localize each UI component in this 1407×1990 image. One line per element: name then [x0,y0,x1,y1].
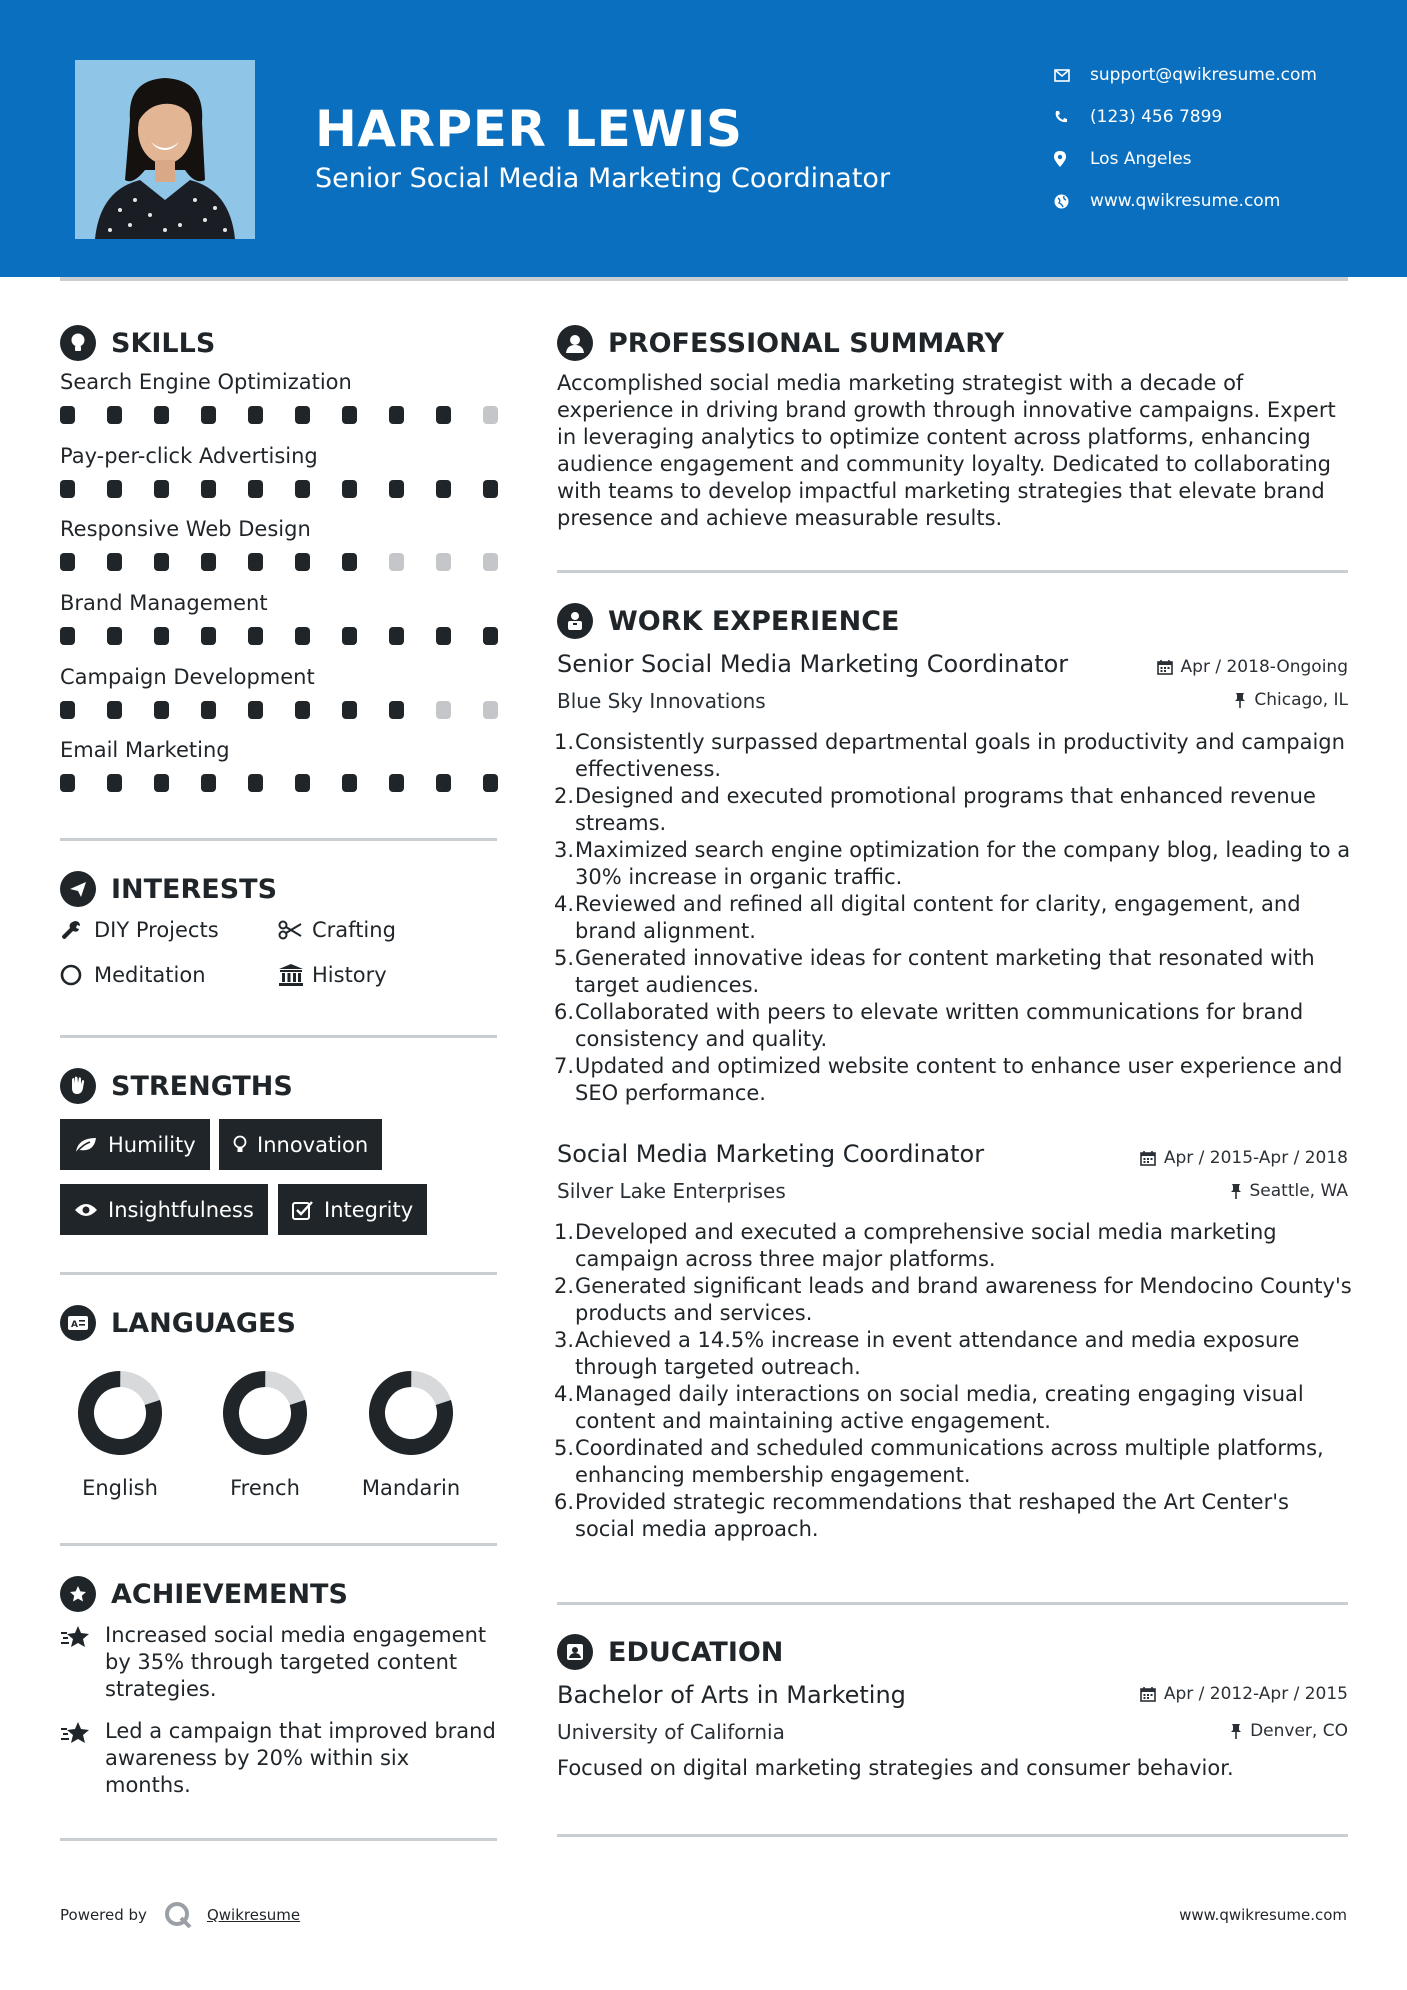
institution-icon [278,963,312,987]
circle-icon [60,964,94,986]
rating-dot-filled [201,553,216,571]
rating-dot-filled [295,627,310,645]
skill-rating [60,701,530,719]
job-title: Social Media Marketing Coordinator [557,1140,985,1168]
candidate-name: HARPER LEWIS [315,100,743,158]
interest-label: DIY Projects [94,918,219,942]
rating-dot-empty [483,553,498,571]
strength-tag [219,1119,382,1170]
language-gauge [366,1368,456,1458]
job-location: Seattle, WA [1230,1181,1349,1201]
job-duties [554,1219,1352,1543]
section-divider [60,838,497,841]
map-marker-icon [1054,151,1090,167]
rating-dot-filled [154,480,169,498]
rating-dot-filled [248,480,263,498]
pushpin-icon [1234,692,1246,708]
section-divider [557,570,1348,573]
duty-item: 3. Achieved a 14.5% increase in event attendance and media exposure through targeted outreach. [554,1328,1300,1379]
skill-name: Email Marketing [60,738,230,762]
duty-item: 1. Developed and executed a comprehensive social media marketing campaign across three major platforms. [554,1220,1277,1271]
rating-dot-filled [248,406,263,424]
rating-dot-filled [201,701,216,719]
strength-tag [60,1119,210,1170]
skill-name: Responsive Web Design [60,517,311,541]
language-item [195,1368,335,1500]
rating-dot-filled [342,406,357,424]
leaf-icon [74,1136,98,1154]
duty-item: 5. Generated innovative ideas for content marketing that resonated with target audiences. [554,946,1315,997]
skill-name: Search Engine Optimization [60,370,352,394]
language-label: French [230,1476,300,1500]
rating-dot-filled [154,553,169,571]
interest-label: Meditation [94,963,206,987]
strength-label: Humility [108,1132,196,1157]
rating-dot-filled [60,627,75,645]
lightbulb-icon [60,325,96,361]
skill-rating [60,774,530,792]
skill-name: Pay-per-click Advertising [60,444,318,468]
rating-dot-filled [436,480,451,498]
strengths-heading: STRENGTHS [60,1068,293,1104]
rating-dot-filled [389,406,404,424]
summary-section [557,325,1004,361]
rating-dot-filled [295,774,310,792]
powered-by-text: Powered by [60,1906,147,1924]
calendar-icon [1140,1150,1156,1166]
user-icon [557,325,593,361]
rating-dot-filled [60,774,75,792]
language-label: Mandarin [361,1476,461,1500]
rating-dot-filled [483,480,498,498]
language-item [50,1368,190,1500]
skill-item [60,444,530,498]
achievements-section [60,1576,348,1612]
contact-location [1054,138,1317,180]
gauge-fill [77,1370,163,1456]
wrench-icon [60,919,94,941]
skill-name: Brand Management [60,591,268,615]
skill-rating [60,480,530,498]
rating-dot-filled [201,627,216,645]
rating-dot-filled [436,406,451,424]
strength-tag [278,1184,427,1235]
skill-item [60,370,530,424]
job-duties [554,729,1352,1107]
interest-item [278,963,387,987]
gauge-fill [368,1370,454,1456]
rating-dot-filled [342,627,357,645]
contact-phone-text: (123) 456 7899 [1090,107,1223,127]
section-divider [60,1272,497,1275]
rating-dot-filled [389,627,404,645]
achievement-text: Increased social media engagement by 35% through targeted content strategies. [105,1623,487,1701]
contact-list [1054,54,1317,222]
rating-dot-empty [436,701,451,719]
duty-item: 6. Collaborated with peers to elevate written communications for brand consistency and quality. [554,1000,1304,1051]
rating-dot-filled [107,627,122,645]
scissors-icon [278,920,312,940]
rating-dot-filled [201,774,216,792]
language-gauge [75,1368,165,1458]
rating-dot-filled [295,480,310,498]
education-section [557,1634,783,1670]
hand-icon [60,1068,96,1104]
duty-item: 5. Coordinated and scheduled communications across multiple platforms, enhancing membership engagement. [554,1436,1324,1487]
rating-dot-filled [389,480,404,498]
candidate-title: Senior Social Media Marketing Coordinator [315,163,891,194]
interests-section [60,871,277,907]
company-name: Blue Sky Innovations [557,689,766,713]
rating-dot-filled [107,774,122,792]
lightbulb-icon [233,1135,247,1155]
job-dates: Apr / 2018-Ongoing [1157,657,1348,677]
rating-dot-filled [107,480,122,498]
gauge-fill [222,1370,308,1456]
star-icon [60,1622,105,1703]
contact-email-text: support@qwikresume.com [1090,65,1317,85]
pushpin-icon [1230,1183,1242,1199]
qwikresume-logo-icon [163,1900,193,1930]
interest-item [60,918,219,942]
rating-dot-empty [483,701,498,719]
rating-dot-filled [154,774,169,792]
rating-dot-filled [107,701,122,719]
company-name: Silver Lake Enterprises [557,1179,786,1203]
skill-rating [60,553,530,571]
rating-dot-filled [295,553,310,571]
rating-dot-empty [436,553,451,571]
footer-website-link[interactable]: www.qwikresume.com [1179,1906,1347,1924]
job-location: Chicago, IL [1234,690,1348,710]
strengths-section [60,1068,293,1104]
rating-dot-filled [389,701,404,719]
section-divider [60,1543,497,1546]
rating-dot-filled [201,480,216,498]
rating-dot-filled [436,627,451,645]
duty-item: 4. Managed daily interactions on social media, creating engaging visual content and maintaining active engagement. [554,1382,1304,1433]
achievement-text: Led a campaign that improved brand awareness by 20% within six months. [105,1719,496,1797]
profile-photo [75,60,255,239]
rating-dot-filled [483,774,498,792]
interests-heading: INTERESTS [60,871,277,907]
duty-item: 6. Provided strategic recommendations that reshaped the Art Center's social media approach. [554,1490,1289,1541]
education-description: Focused on digital marketing strategies and consumer behavior. [557,1756,1234,1780]
achievements-heading: ACHIEVEMENTS [60,1576,348,1612]
rating-dot-filled [248,627,263,645]
rating-dot-filled [295,701,310,719]
strength-label: Integrity [324,1197,414,1222]
duty-item: 2. Generated significant leads and brand awareness for Mendocino County's products and services. [554,1274,1352,1325]
skills-heading: SKILLS [60,325,215,361]
interest-item [278,918,396,942]
education-heading: EDUCATION [557,1634,783,1670]
interest-label: Crafting [312,918,396,942]
skill-item [60,591,530,645]
globe-icon [1054,194,1090,209]
briefcase-user-icon [557,603,593,639]
rating-dot-filled [248,701,263,719]
duty-item: 7. Updated and optimized website content to enhance user experience and SEO performance. [554,1054,1343,1105]
envelope-icon [1054,69,1090,82]
rating-dot-filled [342,701,357,719]
skill-name: Campaign Development [60,665,315,689]
rating-dot-empty [483,406,498,424]
contact-website[interactable] [1054,180,1317,222]
experience-heading: WORK EXPERIENCE [557,603,899,639]
rating-dot-filled [342,553,357,571]
qwikresume-link[interactable]: Qwikresume [206,1906,301,1924]
graduation-icon [557,1634,593,1670]
star-icon [60,1718,105,1799]
language-icon [60,1305,96,1341]
contact-location-text: Los Angeles [1090,149,1192,169]
experience-section [557,603,899,639]
pushpin-icon [1230,1723,1242,1739]
education-location: Denver, CO [1230,1721,1348,1741]
rating-dot-filled [248,553,263,571]
job-dates: Apr / 2015-Apr / 2018 [1140,1148,1348,1168]
calendar-icon [1140,1686,1156,1702]
language-label: English [82,1476,158,1500]
resume-header [0,0,1407,277]
contact-email[interactable] [1054,54,1317,96]
school-name: University of California [557,1720,785,1744]
summary-heading: PROFESSIONAL SUMMARY [557,325,1004,361]
rating-dot-filled [107,553,122,571]
rating-dot-filled [342,774,357,792]
languages-heading: A LANGUAGES [60,1305,296,1341]
rating-dot-filled [389,774,404,792]
eye-icon [74,1202,98,1218]
contact-phone[interactable] [1054,96,1317,138]
phone-icon [1054,110,1090,124]
rating-dot-filled [295,406,310,424]
language-gauge [220,1368,310,1458]
skills-section [60,325,215,361]
rating-dot-filled [154,701,169,719]
duty-item: 3. Maximized search engine optimization for the company blog, leading to a 30% increase in organic traffic. [554,838,1351,889]
rating-dot-filled [60,406,75,424]
achievement-item [60,1718,500,1799]
interest-item [60,963,206,987]
rating-dot-filled [248,774,263,792]
rating-dot-filled [201,406,216,424]
header-divider [60,277,1348,281]
strength-label: Insightfulness [108,1197,254,1222]
achievement-item [60,1622,500,1703]
rating-dot-filled [154,627,169,645]
star-badge-icon [60,1576,96,1612]
section-divider [60,1838,497,1841]
skill-rating [60,406,530,424]
rating-dot-filled [60,480,75,498]
rating-dot-filled [154,406,169,424]
rating-dot-empty [389,553,404,571]
degree-title: Bachelor of Arts in Marketing [557,1681,906,1709]
interest-label: History [312,963,387,987]
section-divider [60,1035,497,1038]
rating-dot-filled [107,406,122,424]
svg-text:A: A [71,1320,78,1330]
summary-text: Accomplished social media marketing strategist with a decade of experience in driving brand growth through innovative campaigns. Expert in leveraging analytics to optimize content across platforms, enhancing audience engagement and community loyalty. Dedicated to collaborating with teams to develop impactful marketing strategies that elevate brand presence and achieve measurable results. [557,371,1336,530]
duty-item: 4. Reviewed and refined all digital content for clarity, engagement, and brand alignment. [554,892,1301,943]
education-dates: Apr / 2012-Apr / 2015 [1140,1684,1348,1704]
duty-item: 2. Designed and executed promotional programs that enhanced revenue streams. [554,784,1316,835]
skill-item [60,517,530,571]
contact-website-text: www.qwikresume.com [1090,191,1281,211]
calendar-icon [1157,659,1173,675]
footer-powered-by [60,1900,300,1930]
duty-item: 1. Consistently surpassed departmental goals in productivity and campaign effectiveness. [554,730,1345,781]
skill-item [60,738,530,792]
rating-dot-filled [436,774,451,792]
check-square-icon [292,1200,314,1220]
rating-dot-filled [60,701,75,719]
strength-tag [60,1184,268,1235]
strength-label: Innovation [257,1132,369,1157]
rating-dot-filled [60,553,75,571]
paper-plane-icon [60,871,96,907]
rating-dot-filled [483,627,498,645]
languages-section [60,1305,296,1341]
job-title: Senior Social Media Marketing Coordinator [557,650,1069,678]
section-divider [557,1602,1348,1605]
rating-dot-filled [342,480,357,498]
section-divider [557,1834,1348,1837]
skill-item [60,665,530,719]
language-item [341,1368,481,1500]
skill-rating [60,627,530,645]
